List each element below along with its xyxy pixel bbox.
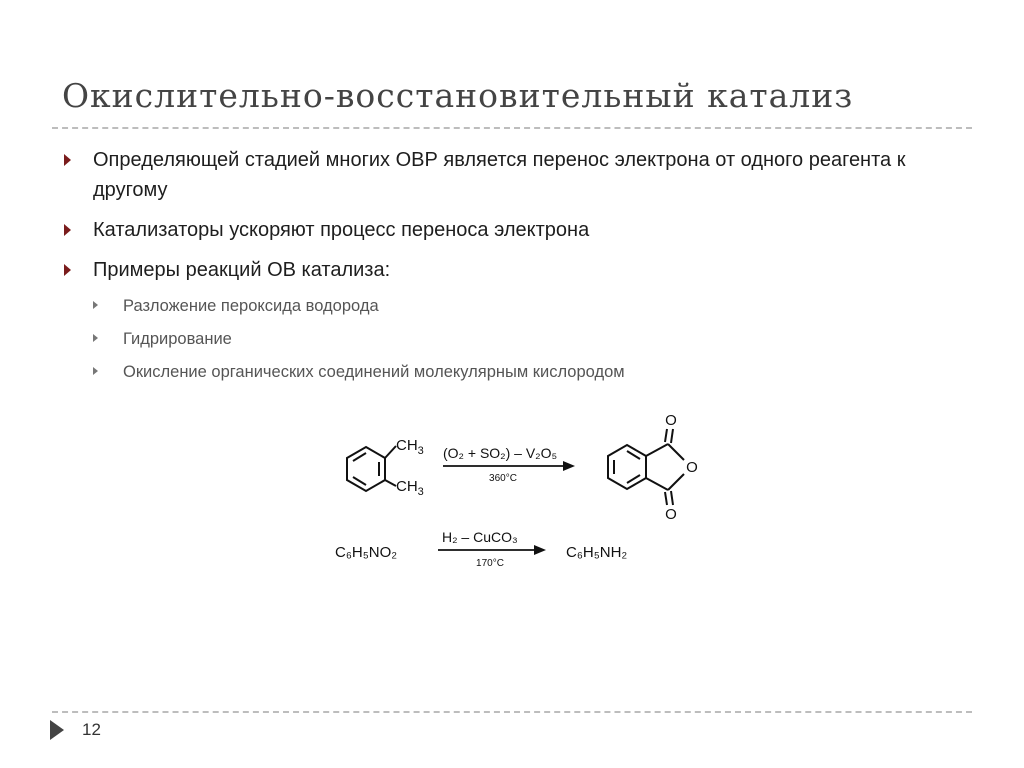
reaction1-reagent: (O₂ + SO₂) – V₂O₅ bbox=[443, 445, 558, 461]
bullet-list bbox=[62, 145, 962, 394]
bullet-item bbox=[62, 145, 962, 205]
reaction1-condition: 360°C bbox=[489, 473, 517, 484]
reaction2-arrow bbox=[438, 545, 546, 555]
title-divider bbox=[52, 127, 972, 129]
slide-title: Окислительно-восстановительный катализ bbox=[62, 76, 854, 115]
bullet-arrow-icon bbox=[64, 154, 71, 166]
sub-bullet-text: Гидрирование bbox=[123, 330, 232, 348]
o-xylene-structure bbox=[347, 446, 396, 491]
aniline-formula: C₆H₅NH₂ bbox=[566, 544, 628, 561]
bullet-arrow-icon bbox=[64, 224, 71, 236]
methyl-group-bottom: $CH_3$ bbox=[396, 478, 424, 498]
sub-bullet-text: Окисление органических соединений молекулярным кислородом bbox=[123, 363, 625, 381]
carbonyl-oxygen-top: O bbox=[665, 412, 677, 429]
footer-arrow-icon bbox=[50, 720, 64, 740]
carbonyl-oxygen-bottom: O bbox=[665, 506, 677, 523]
sub-bullet-arrow-icon bbox=[93, 334, 98, 342]
bullet-text: Катализаторы ускоряют процесс переноса электрона bbox=[93, 219, 590, 241]
bullet-arrow-icon bbox=[64, 264, 71, 276]
page-number: 12 bbox=[82, 720, 101, 739]
sub-bullet-item bbox=[62, 328, 962, 350]
methyl-group-top: $CH_3$ bbox=[396, 437, 424, 457]
sub-bullet-arrow-icon bbox=[93, 367, 98, 375]
bullet-item bbox=[62, 255, 962, 285]
footer-divider bbox=[52, 711, 972, 713]
sub-bullet-arrow-icon bbox=[93, 301, 98, 309]
reaction1-arrow bbox=[443, 461, 575, 471]
bullet-text: Определяющей стадией многих ОВР является перенос электрона от одного реагента к другому bbox=[93, 149, 906, 201]
bullet-text: Примеры реакций ОВ катализа: bbox=[93, 259, 391, 281]
reaction2-condition: 170°C bbox=[476, 558, 504, 569]
sub-bullet-text: Разложение пероксида водорода bbox=[123, 297, 379, 315]
phthalic-anhydride-structure bbox=[608, 429, 684, 505]
sub-bullet-item bbox=[62, 295, 962, 317]
sub-bullet-item bbox=[62, 361, 962, 383]
bullet-item bbox=[62, 215, 962, 245]
ring-oxygen: O bbox=[686, 459, 698, 476]
nitrobenzene-formula: C₆H₅NO₂ bbox=[335, 544, 398, 561]
reaction-scheme bbox=[320, 402, 720, 582]
reaction2-reagent: H₂ – CuCO₃ bbox=[442, 529, 518, 545]
